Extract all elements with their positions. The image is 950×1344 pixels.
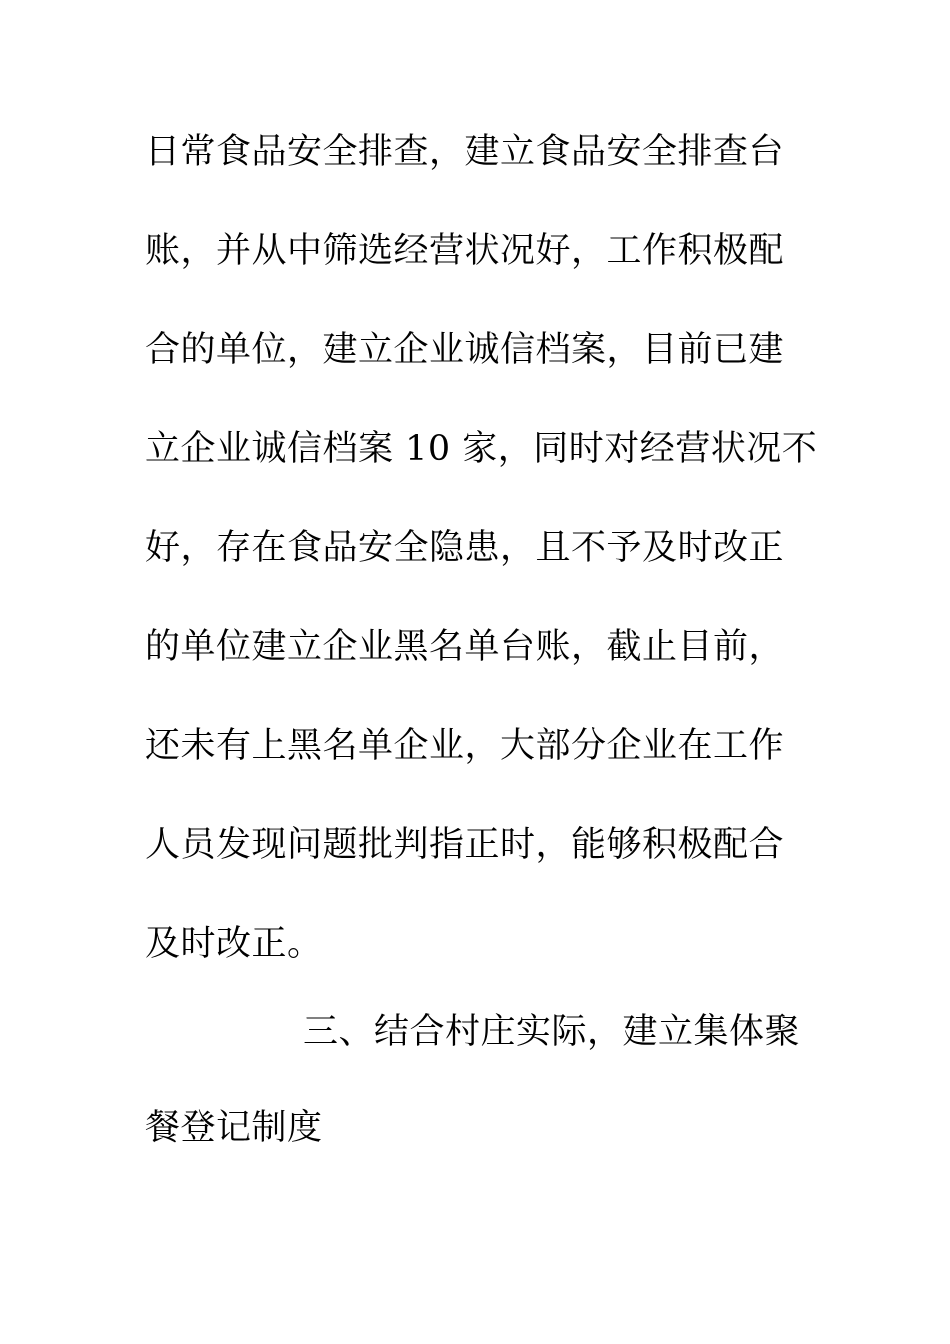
- paragraph-line: 及时改正。: [145, 924, 323, 964]
- section-heading-line: 三、结合村庄实际，建立集体聚: [303, 1012, 801, 1052]
- paragraph-line: 人员发现问题批判指正时，能够积极配合: [145, 825, 785, 865]
- paragraph-line: 的单位建立企业黑名单台账，截止目前，: [145, 627, 785, 667]
- paragraph-line: 合的单位，建立企业诚信档案，目前已建: [145, 330, 785, 370]
- paragraph-line: 账，并从中筛选经营状况好，工作积极配: [145, 231, 785, 271]
- paragraph-line: 立企业诚信档案 10 家，同时对经营状况不: [145, 429, 818, 469]
- section-heading-line: 餐登记制度: [145, 1108, 323, 1148]
- paragraph-line: 还未有上黑名单企业，大部分企业在工作: [145, 726, 785, 766]
- paragraph-line: 日常食品安全排查，建立食品安全排查台: [145, 132, 785, 172]
- paragraph-line: 好，存在食品安全隐患，且不予及时改正: [145, 528, 785, 568]
